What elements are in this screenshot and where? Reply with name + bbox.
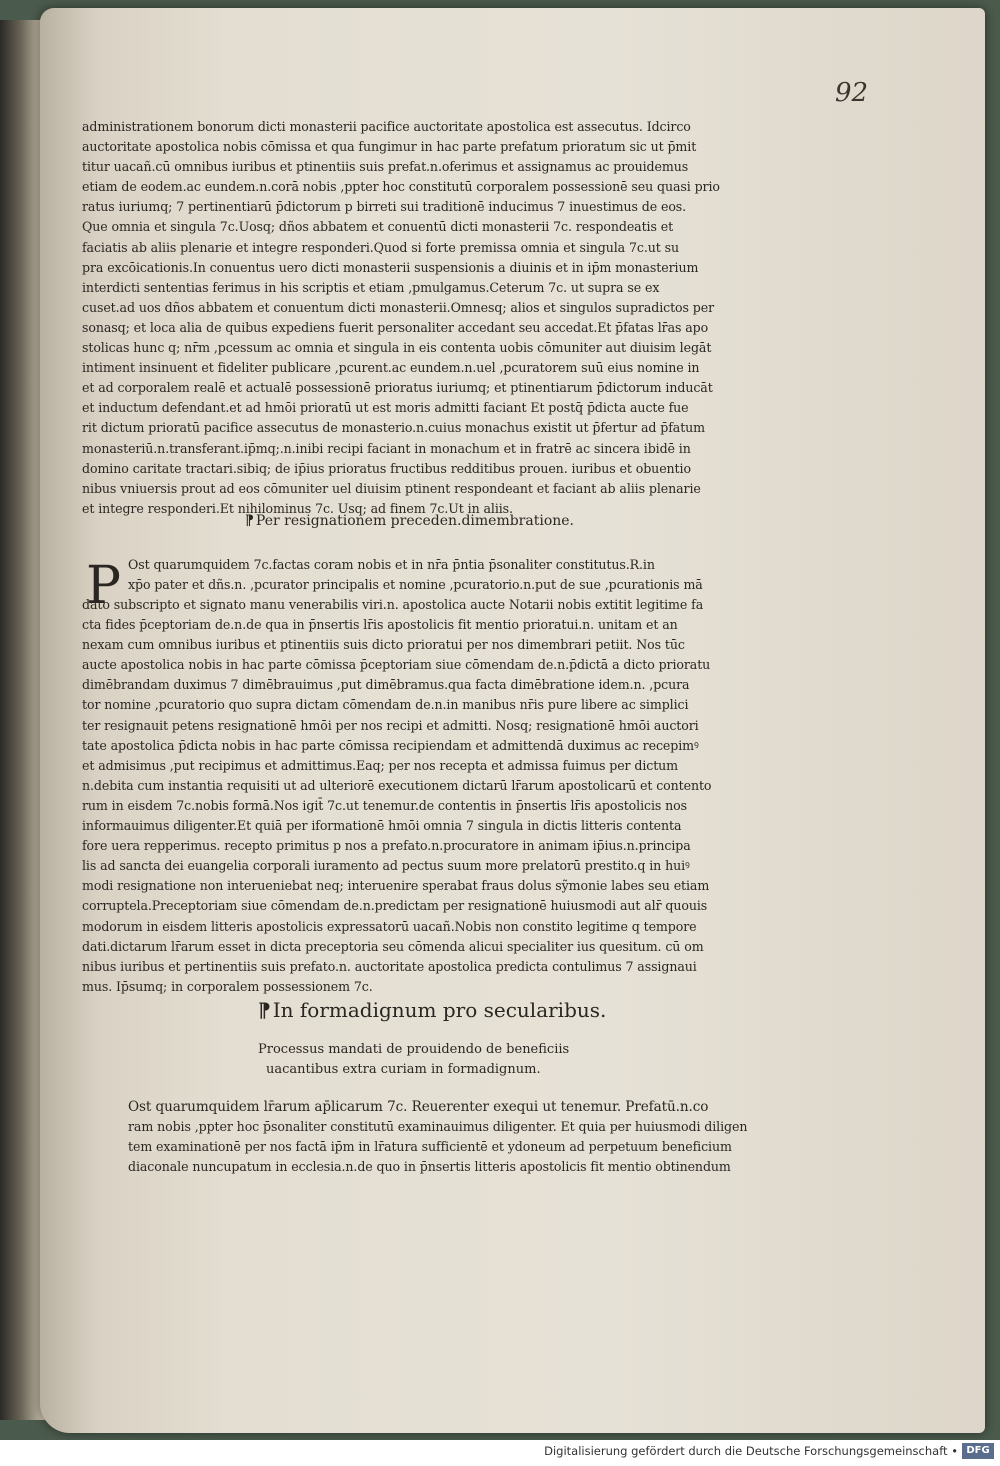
text-line: stolicas hunc q; nr̄m ,pcessum ac omnia et singula in eis contenta uobis cōmuniter aut diuisim legāt xyxy=(82,340,712,356)
subheading-line: uacantibus extra curiam in formadignum. xyxy=(266,1062,541,1077)
text-line: nexam cum omnibus iuribus et ptinentiis suis dicto prioratui per nos dimembrari petiit. Nos tūc xyxy=(82,637,685,653)
text-line: titur uacañ.cū omnibus iuribus et ptinentiis suis prefat.n.oferimus et assignamus ac prouidemus xyxy=(82,159,689,175)
initial-letter: P xyxy=(86,556,121,616)
text-line: diaconale nuncupatum in ecclesia.n.de quo in p̄nsertis litteris apostolicis fit mentio obtinendum xyxy=(128,1159,731,1175)
text-line: et ad corporalem realē et actualē possessionē prioratus iuriumq; et ptinentiarum p̄dictorum inducāt xyxy=(82,380,713,396)
pilcrow-icon: ⁋ xyxy=(245,513,254,529)
text-line: monasteriū.n.transferant.ip̄mq;.n.inibi recipi faciant in monachum et in fratrē ac sincera ibidē in xyxy=(82,440,691,456)
section-heading-large: ⁋ In formadignum pro secularibus. xyxy=(258,998,607,1022)
text-line: n.debita cum instantia requisiti ut ad ulteriorē executionem dictarū lr̄arum apostolicarū et contento xyxy=(82,777,712,793)
paragraph-2-body xyxy=(82,595,772,997)
text-line: cta fides p̄ceptoriam de.n.de qua in p̄nsertis lr̄is apostolicis fit mentio prioratui.n. unitam et an xyxy=(82,617,678,633)
text-line: mus. Ip̄sumq; in corporalem possessionem 7c. xyxy=(82,978,373,994)
text-line: xp̄o pater et dñs.n. ,pcurator principalis et nomine ,pcuratorio.n.put de sue ,pcurationis mā xyxy=(128,577,703,593)
text-line: informauimus diligenter.Et quiā per iformationē hmōi omnia 7 singula in dictis litteris contenta xyxy=(82,818,682,834)
text-line: rit dictum prioratū pacifice assecutus de monasterio.n.cuius monachus existit ut p̄fertur ad p̄fatum xyxy=(82,420,706,436)
text-line: nibus vniuersis prout ad eos cōmuniter uel diuisim ptinent respondeant et faciant ab aliis plenarie xyxy=(82,480,701,496)
subheading xyxy=(258,1040,569,1080)
text-line: sonasq; et loca alia de quibus expediens fuerit personaliter accedant seu accedat.Et p̄fatas lr̄as apo xyxy=(82,319,709,335)
text-line: et inductum defendant.et ad hmōi prioratū ut est moris admitti faciant Et postq̄ p̄dicta aucte fue xyxy=(82,400,689,416)
text-line: aucte apostolica nobis in hac parte cōmissa p̄ceptoriam siue cōmendam de.n.p̄dictā a dicto prioratu xyxy=(82,657,711,673)
text-line: cuset.ad uos dños abbatem et conuentum dicti monasterii.Omnesq; alios et singulos supradictos per xyxy=(82,299,715,315)
text-line: lis ad sancta dei euangelia corporali iuramento ad pectus suum more prelatorū prestito.q in huiꝰ xyxy=(82,858,690,874)
paragraph-1 xyxy=(82,117,772,519)
section-heading: ⁋ Per resignationem preceden.dimembratione. xyxy=(245,513,575,529)
text-line: ram nobis ,ppter hoc p̄sonaliter constitutū examinauimus diligenter. Et quia per huiusmodi diligen xyxy=(128,1119,748,1134)
funding-credit: Digitalisierung gefördert durch die Deutsche Forschungsgemeinschaft • xyxy=(544,1444,958,1458)
text-line: dati.dictarum lr̄arum esset in dicta preceptoria seu cōmenda alicui specialiter ius quesitum. cū om xyxy=(82,938,704,954)
dfg-logo: DFG xyxy=(962,1443,994,1459)
text-line: tor nomine ,pcuratorio quo supra dictam cōmendam de.n.in manibus nr̄is pure libere ac simplici xyxy=(82,697,689,713)
text-line: et admisimus ,put recipimus et admittimus.Eaq; per nos recepta et admissa fuimus per dictum xyxy=(82,757,679,773)
text-line: ter resignauit petens resignationē hmōi per nos recipi et admitti. Nosq; resignationē hmōi auctori xyxy=(82,717,699,733)
text-line: corruptela.Preceptoriam siue cōmendam de.n.predictam per resignationē huiusmodi aut alr̄ quouis xyxy=(82,898,708,914)
text-line: Ost quarumquidem lr̄arum ap̄licarum 7c. Reuerenter exequi ut tenemur. Prefatū.n.co xyxy=(128,1099,709,1115)
text-line: Que omnia et singula 7c.Uosq; dños abbatem et conuentū dicti monasterii 7c. respondeatis et xyxy=(82,219,674,235)
text-line: modi resignatione non interueniebat neq; interuenire sperabat fraus dolus sỹmonie labes seu etiam xyxy=(82,878,710,894)
text-line: tem examinationē per nos factā ip̄m in lr̄atura sufficientē et ydoneum ad perpetuum beneficium xyxy=(128,1139,732,1155)
paragraph-2 xyxy=(128,555,773,595)
text-line: auctoritate apostolica nobis cōmissa et qua fungimur in hac parte prefatum prioratum sic ut p̄mit xyxy=(82,139,697,155)
text-line: fore uera repperimus. recepto primitus p nos a prefato.n.procuratore in animam ip̄ius.n.principa xyxy=(82,838,691,854)
text-line: administrationem bonorum dicti monasterii pacifice auctoritate apostolica est assecutus. Idcirco xyxy=(82,119,691,134)
text-line: modorum in eisdem litteris apostolicis expressatorū uacañ.Nobis non constito legitime q tempore xyxy=(82,918,697,934)
text-line: tate apostolica p̄dicta nobis in hac parte cōmissa recipiendam et admittendā duximus ac recepimꝰ xyxy=(82,737,699,753)
text-line: ratus iuriumq; 7 pertinentiarū p̄dictorum p birreti sui traditionē inducimus 7 inuestimus de eos. xyxy=(82,199,687,215)
text-line: domino caritate tractari.sibiq; de ip̄ius prioratus fructibus redditibus prouen. iuribus et obuentio xyxy=(82,460,691,476)
text-line: etiam de eodem.ac eundem.n.corā nobis ,ppter hoc constitutū corporalem possessionē seu quasi prio xyxy=(82,179,720,195)
text-line: pra excōicationis.In conuentus uero dicti monasterii suspensionis a diuinis et in ip̄m monasterium xyxy=(82,259,699,275)
text-line: dato subscripto et signato manu venerabilis viri.n. apostolica aucte Notarii nobis extitit legitime fa xyxy=(82,597,704,612)
pilcrow-icon: ⁋ xyxy=(258,998,271,1022)
text-line: et integre responderi.Et nihilominus 7c. Usq; ad finem 7c.Ut in aliis. xyxy=(82,500,513,516)
text-line: faciatis ab aliis plenarie et integre responderi.Quod si forte premissa omnia et singula 7c.ut su xyxy=(82,239,679,255)
text-line: nibus iuribus et pertinentiis suis prefato.n. auctoritate apostolica predicta contulimus 7 assignaui xyxy=(82,958,697,974)
paragraph-3-body xyxy=(128,1117,773,1177)
text-line: intiment insinuent et fideliter publicare ,pcurent.ac eundem.n.uel ,pcuratorem suū eius nomine in xyxy=(82,360,700,376)
text-line: dimēbrandam duximus 7 dimēbrauimus ,put dimēbramus.qua facta dimēbratione idem.n. ,pcura xyxy=(82,677,690,693)
paragraph-3 xyxy=(128,1097,773,1117)
subheading-line: Processus mandati de prouidendo de beneficiis xyxy=(258,1042,570,1057)
text-line: rum in eisdem 7c.nobis formā.Nos igit̄ 7c.ut tenemur.de contentis in p̄nsertis lr̄is apostolicis nos xyxy=(82,797,688,813)
text-line: Ost quarumquidem 7c.factas coram nobis et in nr̄a p̄ntia p̄sonaliter constitutus.R.in xyxy=(128,557,655,572)
folio-number: 92 xyxy=(835,78,869,108)
text-line: interdicti sententias ferimus in his scriptis et etiam ,pmulgamus.Ceterum 7c. ut supra se ex xyxy=(82,279,660,295)
